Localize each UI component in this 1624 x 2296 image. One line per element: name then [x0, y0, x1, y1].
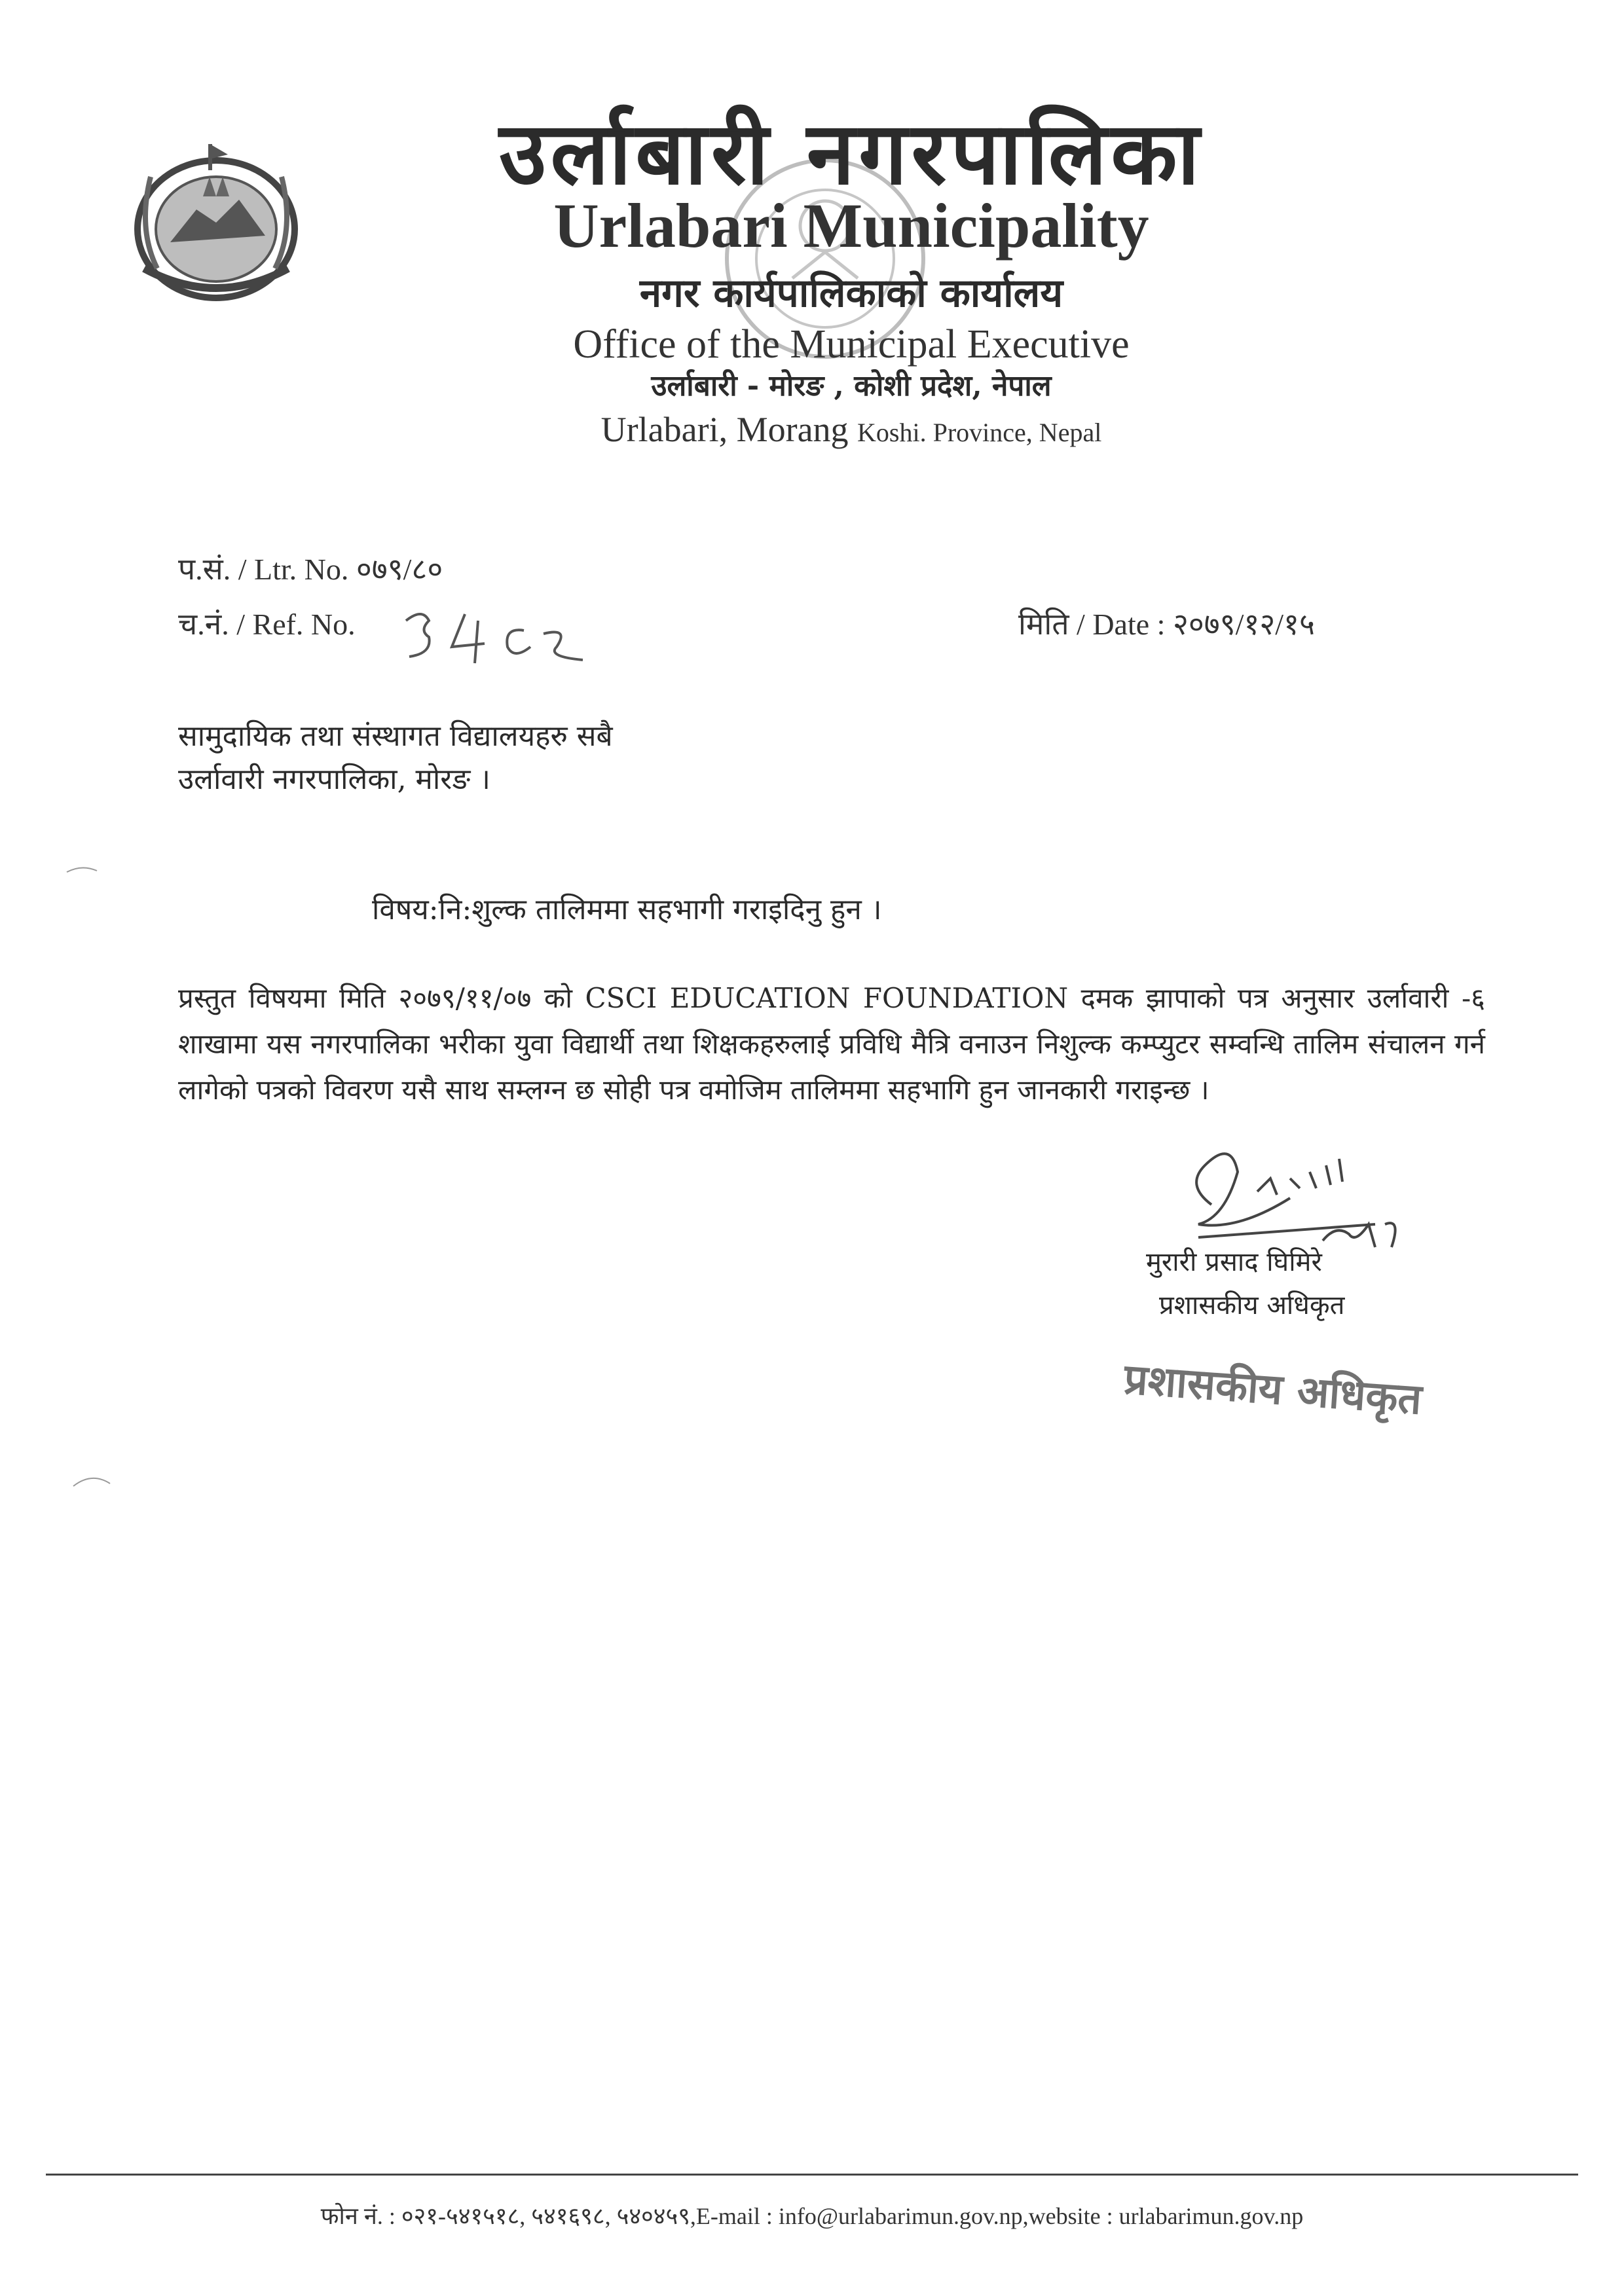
- scan-mark-icon: [72, 1473, 111, 1489]
- letter-subject: विषय:नि:शुल्क तालिममा सहभागी गराइदिनु हुन ।: [372, 893, 882, 926]
- date-label: मिति / Date :: [1018, 608, 1166, 641]
- reference-number-label: च.नं. / Ref. No.: [178, 608, 356, 641]
- header-address-np: उर्लाबारी - मोरङ , कोशी प्रदेश, नेपाल: [651, 369, 1052, 403]
- date-value: २०७९/१२/१५: [1172, 608, 1315, 641]
- handwritten-signature-icon: [1159, 1126, 1434, 1264]
- signatory-name: मुरारी प्रसाद घिमिरे: [1146, 1247, 1322, 1277]
- handwritten-ref-number-icon: [393, 601, 589, 673]
- letter-number: [178, 550, 443, 589]
- letter-number-value: ०७९/८०: [356, 553, 443, 586]
- footer-divider: [46, 2174, 1578, 2176]
- letter-body: प्रस्तुत विषयमा मिति २०७९/११/०७ को CSCI EDUCATION FOUNDATION दमक झापाको पत्र अनुसार उर्लावारी -६ शाखामा यस नगरपालिका भरीका युवा विद्यार्थी तथा शिक्षकहरुलाई प्रविधि मैत्रि वनाउन निशुल्क कम्प्युटर सम्वन्धि तालिम संचालन गर्न लागेको पत्रको विवरण यसै साथ सम्लग्न छ सोही पत्र वमोजिम तालिममा सहभागि हुन जानकारी गराइन्छ ।: [178, 982, 1485, 1106]
- scan-mark-icon: [65, 864, 98, 875]
- header-office-np: नगर कार्यपालिकाको कार्यालय: [639, 270, 1063, 316]
- recipient-block: [178, 715, 613, 801]
- header-title-np: उर्लाबारी नगरपालिका: [499, 103, 1204, 204]
- nepal-emblem-icon: [124, 137, 308, 314]
- header-title-en: Urlabari Municipality: [553, 191, 1149, 261]
- footer-contact: फोन नं. : ०२१-५४१५१८, ५४१६९८, ५४०४५९,E-mail : info@urlabarimun.gov.np,website : urlabarimun.gov.np: [320, 2203, 1304, 2229]
- recipient-line-1: सामुदायिक तथा संस्थागत विद्यालयहरु सबै: [178, 720, 613, 753]
- header-address-en: [327, 407, 1375, 455]
- recipient-line-2: उर्लावारी नगरपालिका, मोरङ ।: [178, 763, 490, 796]
- header-office-en: Office of the Municipal Executive: [573, 322, 1130, 367]
- letter-date: [1018, 605, 1315, 644]
- designation-stamp: प्रशासकीय अधिकृत: [1122, 1354, 1424, 1425]
- header-address-en-main: Urlabari, Morang: [600, 410, 849, 449]
- signatory-title: प्रशासकीय अधिकृत: [1159, 1290, 1345, 1321]
- header-address-en-rest: Koshi. Province, Nepal: [857, 418, 1102, 447]
- letter-number-label: प.सं. / Ltr. No.: [178, 553, 349, 586]
